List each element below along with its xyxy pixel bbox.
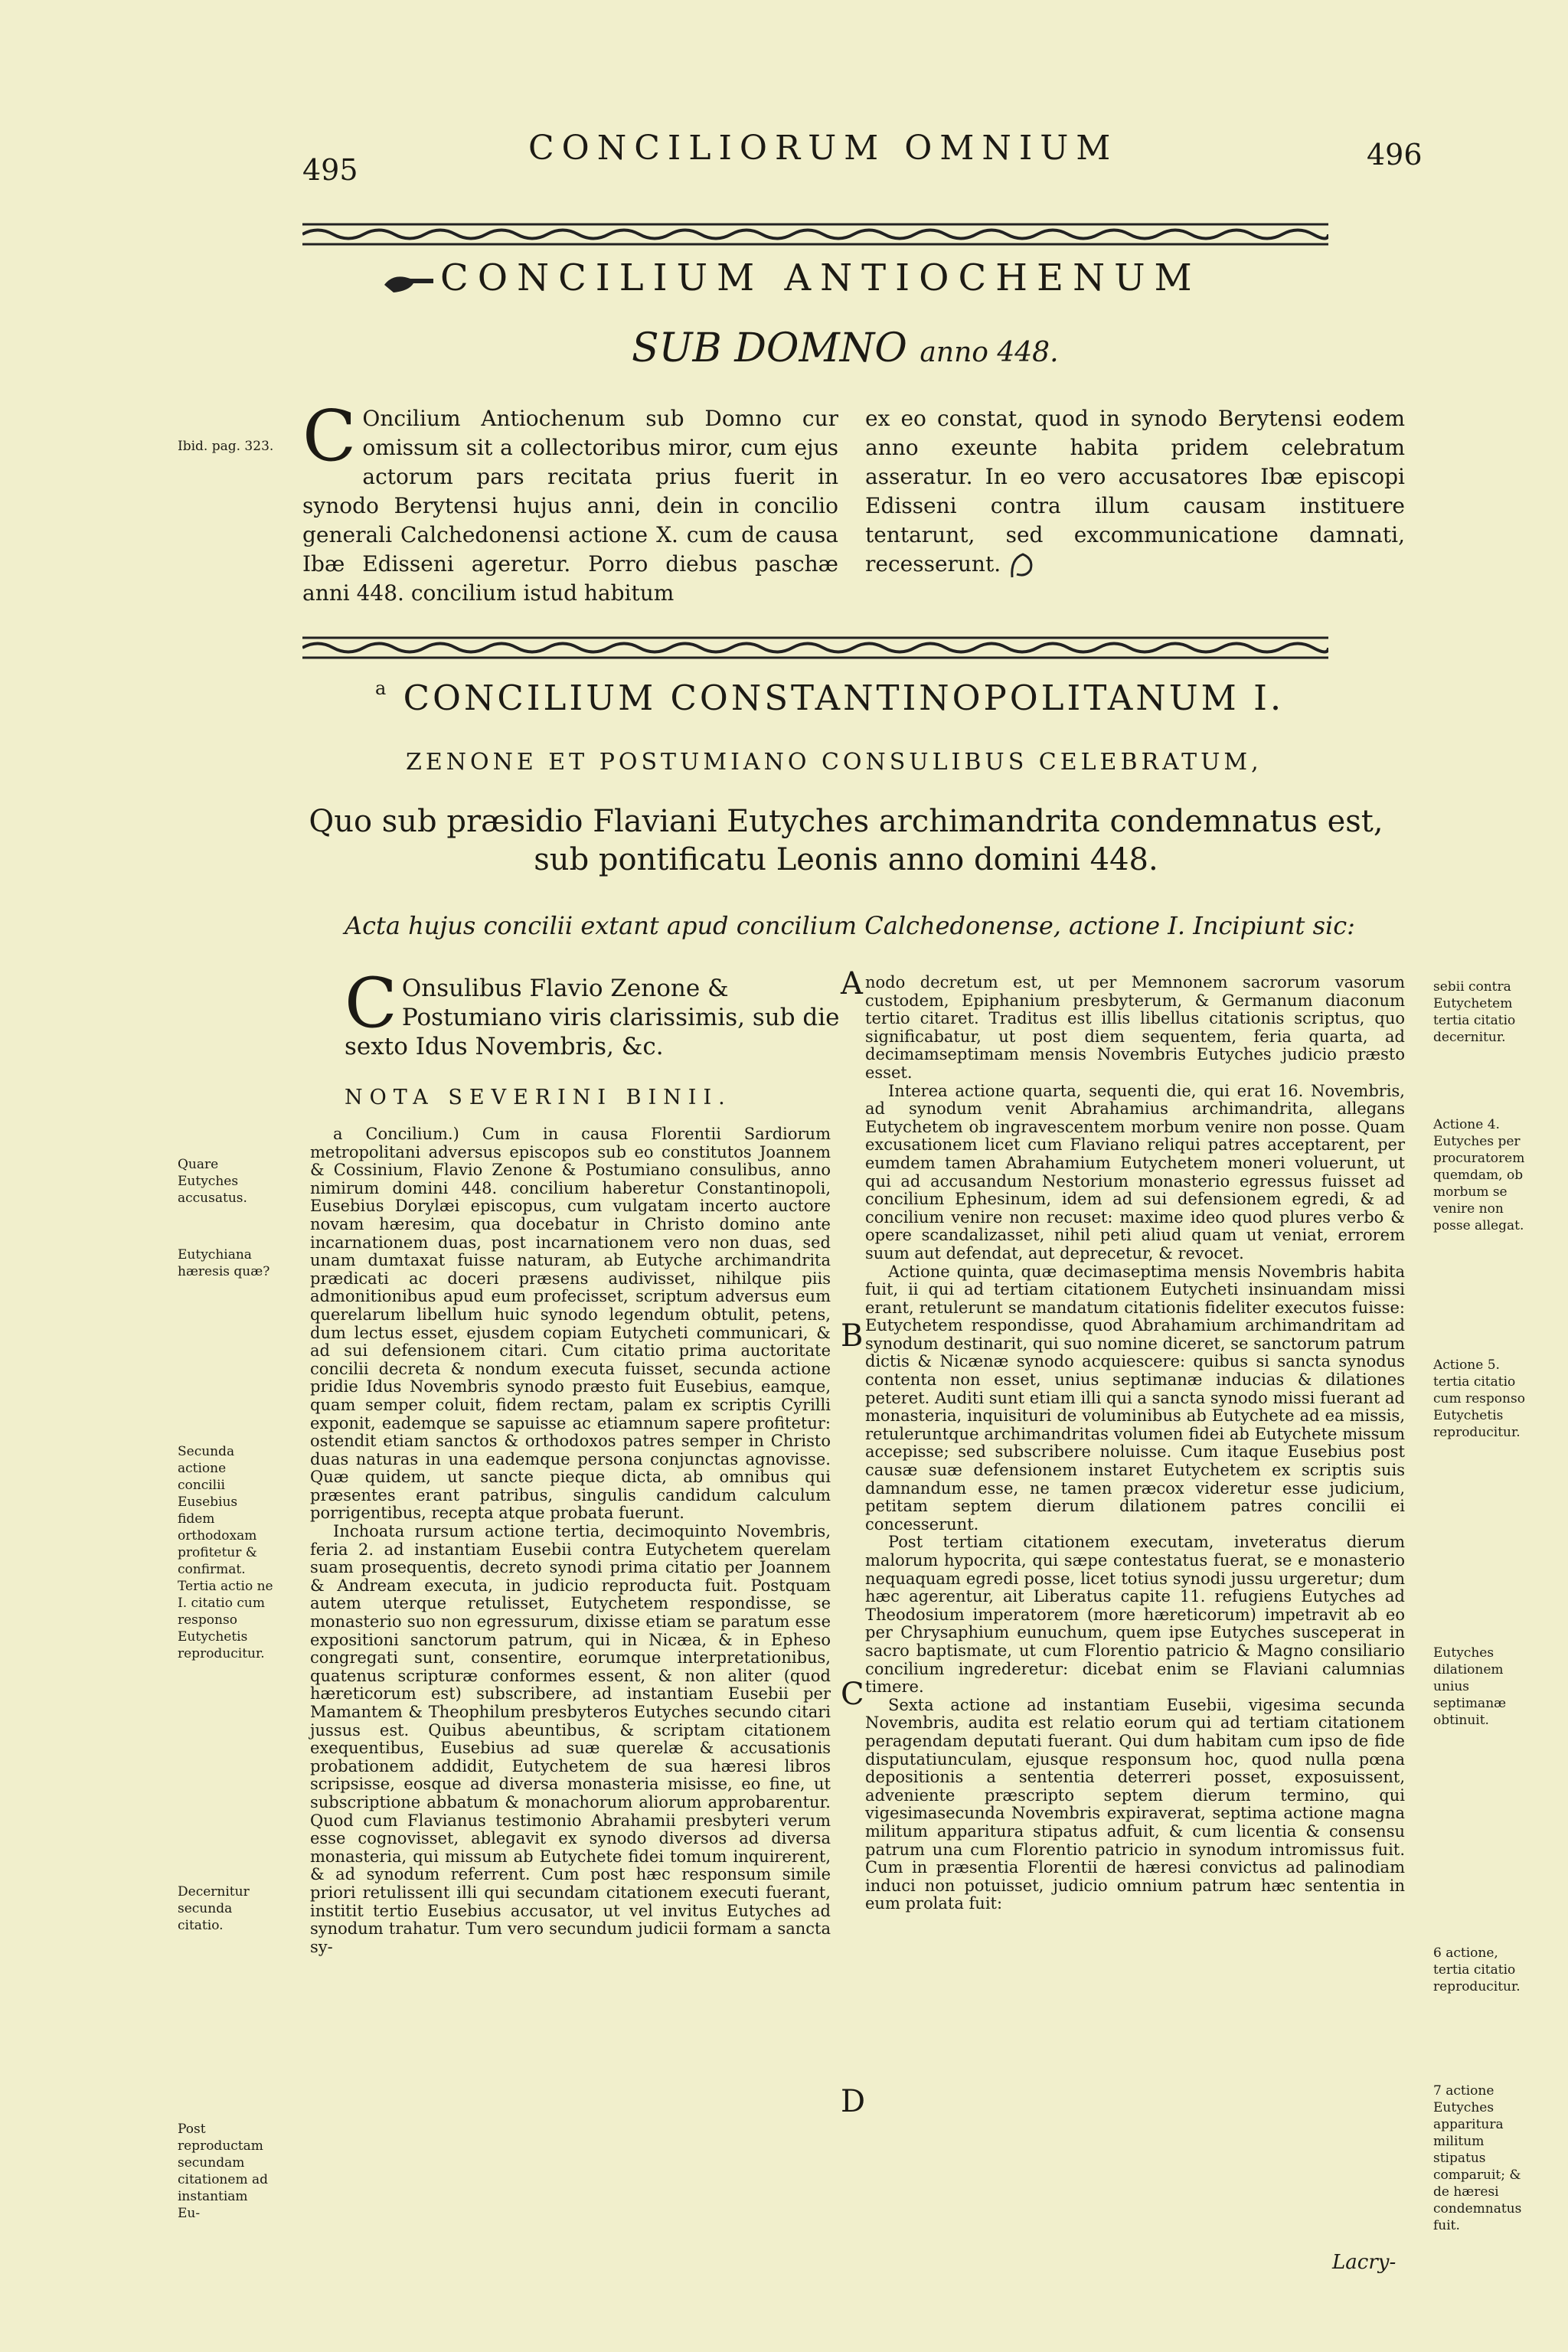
footnote-mark: a	[375, 678, 390, 699]
margin-note-left: Secunda actione concilii Eusebius fidem orthodoxam profitetur & confirmat. Tertia actio ne I. citatio cum responso Eutychetis reproducitur.	[178, 1444, 273, 1661]
council-antiochenum-subtitle	[632, 325, 1059, 371]
council-antiochenum-title: CONCILIUM ANTIOCHENUM	[440, 256, 1201, 299]
nota-paragraph: nodo decretum est, ut per Memnonem sacrorum vasorum custodem, Epiphanium presbyterum, & Germanum diaconum tertio citaret. Traditus est illis libellus citationis scriptus, quo significabatur, ut post diem sequentem, feria quarta, ad decimamseptimam mensis Novembris Eutyches judicio præsto esset.	[865, 973, 1405, 1082]
subtitle-main: SUB DOMNO	[632, 325, 907, 371]
ornament-rule-top	[302, 218, 1328, 250]
nota-paragraph: Post tertiam citationem executam, inveteratus dierum malorum hypocrita, qui sæpe contestatus fuerat, se e monasterio nequaquam egredi posse, licet totius synodi jussu urgeretur; dum hæc agerentur, ait Liberatus capite 11. refugiens Eutyches ad Theodosium imperatorem (more hæreticorum) impetravit ab eo per Chrysaphium eunuchum, quem ipse Eutyches susceperat in sacro baptismate, ut cum Florentio patricio & Magno consiliario concilium ingrederetur: dicebat enim se Flaviani calumnias timere.	[865, 1533, 1405, 1697]
antiochenum-text-left	[302, 395, 838, 608]
antiochenum-paragraph-left: Oncilium Antiochenum sub Domno cur omissum sit a collectoribus miror, cum ejus actorum pars recitata prius fuerit in synodo Berytensi hujus anni, dein in concilio generali Calchedonensi actione X. cum de causa Ibæ Edisseni ageretur. Porro diebus paschæ anni 448. concilium istud habitum	[302, 406, 838, 606]
catchword: Lacry-	[1332, 2251, 1396, 2274]
drop-cap-opening: C	[345, 963, 397, 1044]
nota-paragraph: Sexta actione ad instantiam Eusebii, vigesima secunda Novembris, audita est relatio eorum qui ad tertiam citationem peragendam deputati fuerant. Qui dum habitam cum ipso de fide disputatiunculam, ejusque responsum hoc, quod nulla pœna depositionis a sententia deterreri posset, exposuissent, adveniente præscripto septem dierum termino, qui vigesimasecunda Novembris expiraverat, septima actione magna militum apparitura stipatus adfuit, & cum licentia & consensu patrum una cum Florentio patricio in synodum intromissus fuit. Cum in præsentia Florentii de hæresi convictus ad palinodiam induci non potuisset, judicio omnium patrum hæc sententia in eum prolata fuit:	[865, 1695, 1405, 1913]
section-letter-a: A	[841, 966, 863, 1001]
council-constantinopolitanum-title	[375, 678, 1284, 718]
section-letter-c: C	[841, 1677, 864, 1712]
margin-note-right: 6 actione, tertia citatio reproducitur.	[1433, 1945, 1521, 1994]
council-constantinopolitanum-title-text: CONCILIUM CONSTANTINOPOLITANUM I.	[403, 678, 1285, 718]
nota-column-right	[865, 974, 1405, 1913]
margin-note-right: sebii contra Eutychetem tertia citatio decernitur.	[1433, 979, 1516, 1045]
fleuron-icon	[1008, 551, 1038, 580]
margin-note-left: Post reproductam secundam citationem ad instantiam Eu-	[178, 2122, 268, 2221]
margin-note-right: Actione 5. tertia citatio cum responso Eutychetis reproducitur.	[1433, 1357, 1525, 1440]
margin-note-right: Actione 4. Eutyches per procuratorem quemdam, ob morbum se venire non posse allegat.	[1433, 1117, 1525, 1233]
nota-column-left	[310, 1125, 831, 1956]
opening-formula	[345, 963, 846, 1061]
margin-note-right: Eutyches dilationem unius septimanæ obtinuit.	[1433, 1645, 1507, 1728]
drop-cap: C	[302, 395, 357, 477]
nota-heading: NOTA SEVERINI BINII.	[345, 1086, 732, 1109]
nota-paragraph: a Concilium.) Cum in causa Florentii Sardiorum metropolitani adversus episcopos sub eo constitutos Joannem & Cossinium, Flavio Zenone & Postumiano consulibus, anno nimirum domini 448. concilium haberetur Constantinopoli, Eusebius Dorylæi episcopus, cum vulgatam incerto auctore novam hæresim, qua docebatur in Christo domino ante incarnationem duas, post incarnationem vero non duas, sed unam dumtaxat fuisse naturam, ab Eutyche archimandrita prædicati ac doceri præsens audivisset, nihilque piis admonitionibus apud eum profecisset, scriptum adversus eum querelarum libellum huic synodo legendum obtulit, petens, dum lectus esset, ejusdem copiam Eutycheti communicari, & ad sui defensionem citari. Cum citatio prima auctoritate concilii decreta & nondum executa fuisset, secunda actione pridie Idus Novembris synodo præsto fuit Eusebius, eamque, quam semper coluit, fidem rectam, palam ex scriptis Cyrilli exponit, eademque se sapuisse ac etiamnum sapere profitetur: ostendit etiam sanctos & orthodoxos patres semper in Christo duas naturas in una eademque persona conjunctas agnovisse. Quæ quidem, ut sancte pieque dicta, ab omnibus qui præsentes erant patribus, singulis candidum calculum porrigentibus, recepta atque probata fuerunt.	[310, 1125, 831, 1523]
page-number-left: 495	[302, 153, 358, 187]
ornament-rule-middle	[302, 632, 1328, 664]
margin-note-left: Quare Eutyches accusatus.	[178, 1157, 247, 1206]
acta-line: Acta hujus concilii extant apud concilium Calchedonense, actione I. Incipiunt sic:	[345, 911, 1355, 940]
nota-paragraph: Interea actione quarta, sequenti die, qui erat 16. Novembris, ad synodum venit Abrahamius archimandrita, allegans Eutychetem ob ingravescentem morbum venire non posse. Quam excusationem licet cum Flaviano reliqui patres acceptarent, per eumdem tamen Abrahamium Eutychetem moneri voluerunt, ut qui ad accusandum Nestorium monasterio egressus fuisset ad concilium Ephesinum, idem ad sui defensionem egredi, & ad concilium venire non recuset: maxime ideo quod plures verbo & opere scandalizasset, nihil peti aliud quam ut veniat, errorem suum aut defendat, aut deprecetur, & revocet.	[865, 1081, 1405, 1263]
running-title: CONCILIORUM OMNIUM	[528, 129, 1119, 168]
antiochenum-paragraph-right: ex eo constat, quod in synodo Berytensi eodem anno exeunte habita pridem celebratum asseratur. In eo vero accusatores Ibæ episcopi Edisseni contra illum causam instituere tentarunt, sed excommunicatione damnati, recesserunt.	[865, 406, 1405, 577]
margin-reference: Ibid. pag. 323.	[178, 439, 274, 454]
opening-text: Onsulibus Flavio Zenone & Postumiano viris clarissimis, sub die sexto Idus Novembris, &c.	[345, 975, 840, 1060]
pointing-hand-icon	[383, 268, 436, 299]
section-letter-d: D	[841, 2084, 866, 2119]
antiochenum-text-right	[865, 404, 1405, 580]
section-letter-b: B	[841, 1318, 864, 1354]
margin-note-left: Decernitur secunda citatio.	[178, 1884, 250, 1933]
nota-paragraph: Inchoata rursum actione tertia, decimoquinto Novembris, feria 2. ad instantiam Eusebii contra Eutychetem querelam suam prosequentis, decreto synodi prima citatio per Joannem & Andream executa, in judicio reproducta fuit. Postquam autem uterque retulisset, Eutychetem respondisse, se monasterio suo non egressurum, dixisse etiam se paratum esse expositioni sanctorum patrum, qui in Nicæa, & in Epheso congregati sunt, consentire, eorumque interpretationibus, quatenus scripturæ conformes essent, & non aliter (quod hæreticorum est) subscribere, ad instantiam Eusebii per Mamantem & Theophilum presbyteros Eutyches secundo citari jussus est. Quibus abeuntibus, & scriptam citationem exequentibus, Eusebius ad suæ querelæ & accusationis probationem addidit, Eutychetem de sua hæresi libros scripsisse, eosque ad diversa monasteria misisse, eo fine, ut subscriptione abbatum & monachorum aliorum approbarentur. Quod cum Flavianus testimonio Abrahamii presbyteri verum esse cognovisset, ablegavit ex synodo diversos ad diversa monasteria, qui missum ab Eutychete fidei tomum inquirerent, & ad synodum referrent. Cum post hæc responsum simile priori retulissent illi qui secundam citationem executi fuerant, institit tertio Eusebius accusator, ut vel invitus Eutyches ad synodum trahatur. Tum vero secundum judicii formam a sancta sy-	[310, 1522, 831, 1956]
council-subtitle: Quo sub præsidio Flaviani Eutyches archimandrita condemnatus est, sub pontificatu Leonis anno domini 448.	[309, 804, 1383, 877]
margin-note-right: 7 actione Eutyches apparitura militum stipatus comparuit; & de hæresi condemnatus fuit.	[1433, 2083, 1522, 2233]
subtitle-year: anno 448.	[920, 337, 1059, 368]
nota-paragraph: Actione quinta, quæ decimaseptima mensis Novembris habita fuit, ii qui ad tertiam citationem Eutycheti insinuandam missi erant, retulerunt se mandatum citationis fideliter executos fuisse: Eutychetem respondisse, quod Abrahamium archimandritam ad synodum destinarit, qui suo nomine diceret, se sanctorum patrum dictis & Nicænæ synodo acquiescere: quibus si sancta synodus contenta non esset, unius septimanæ inducias & dilationes peteret. Auditi sunt etiam illi qui a sancta synodo missi fuerant ad monasteria, inquisituri de voluminibus ab Eutychete ad ea missis, retuleruntque archimandritas volumen fidei ab Eutychete missum accepisse; sed subscribere noluisse. Cum itaque Eusebius post causæ suæ defensionem instaret Eutychetem ex scriptis suis damnandum esse, ne tamen præcox videretur esse judicium, petitam septem dierum dilationem patres concilii ei concesserunt.	[865, 1262, 1405, 1534]
consuls-line: ZENONE ET POSTUMIANO CONSULIBUS CELEBRATUM,	[406, 749, 1263, 776]
margin-note-left: Eutychiana hæresis quæ?	[178, 1247, 270, 1279]
page-number-right: 496	[1367, 138, 1423, 172]
